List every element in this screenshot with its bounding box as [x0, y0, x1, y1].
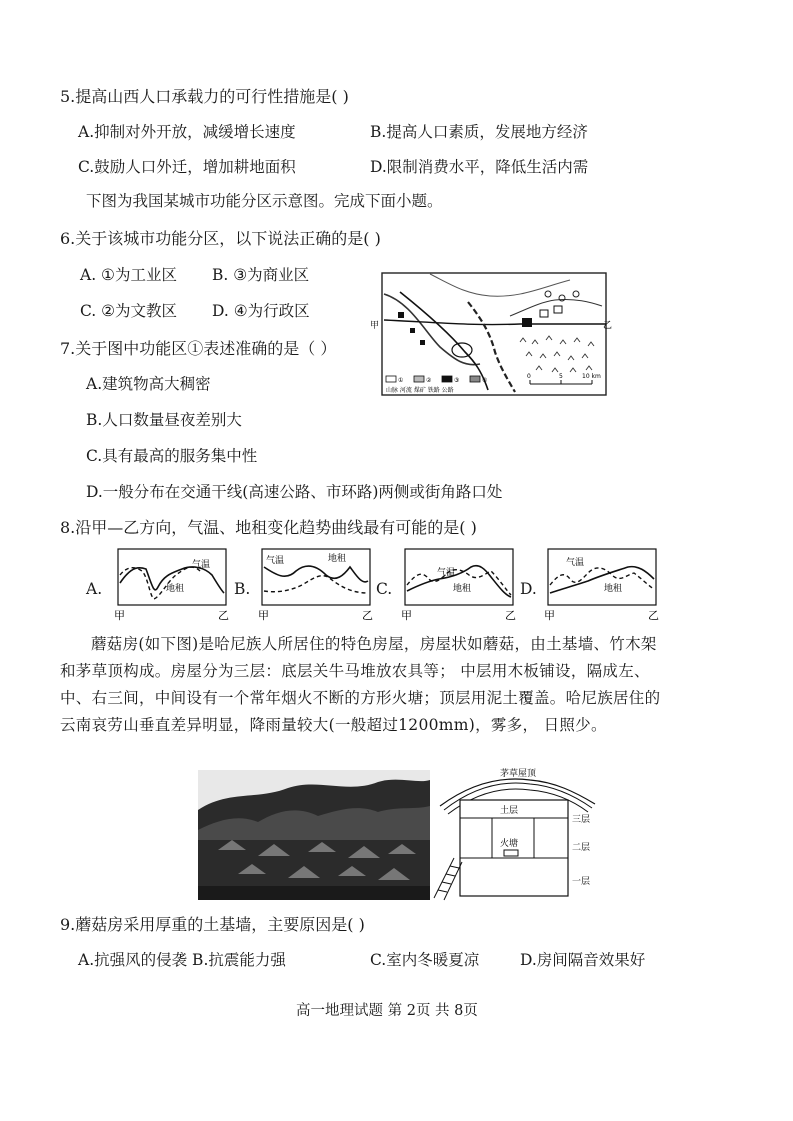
legend-num-2: ② — [426, 377, 432, 384]
temperature-curve — [550, 568, 654, 589]
scale-label-10: 10 km — [582, 373, 601, 380]
map-label-yi: 乙 — [603, 321, 612, 331]
floor-1-label: 一层 — [572, 877, 591, 887]
q7-option-c: C.具有最高的服务集中性 — [86, 447, 258, 465]
passage-mushroom-house: 蘑菇房(如下图)是哈尼族人所居住的特色房屋，房屋状如蘑菇，由土基墙、竹木架和茅草顶构成。房屋分为三层：底层关牛马堆放农具等； 中层用木板铺设，隔成左、中、右三间，中间设有一个常年烟火不断的方形火塘；顶层用泥土覆盖。哈尼族居住的云南哀劳山垂直差异明显，降雨量较大(一般超过1200mm)，雾多， 日照少。 — [60, 635, 661, 734]
chart-a-temp-label: 气温 — [192, 560, 211, 570]
zone-block — [410, 328, 415, 333]
legend-text: 山脉 河流 煤矿 铁路 公路 — [386, 387, 454, 394]
chart-c-start: 甲 — [401, 609, 412, 621]
chart-d-end: 乙 — [648, 609, 659, 621]
scale-label-0: 0 — [527, 373, 531, 380]
chart-c-rent-label: 地租 — [453, 584, 472, 594]
chart-c-temp-label: 气温 — [437, 568, 456, 578]
chart-d-start: 甲 — [544, 609, 555, 621]
fire-pit — [504, 850, 518, 856]
q6-option-a: A. ①为工业区 — [80, 266, 177, 284]
chart-b-rent-label: 地租 — [328, 554, 347, 564]
chart-d-temp-label: 气温 — [566, 558, 585, 568]
q8-chart-c — [399, 545, 519, 621]
chart-a-rent-label: 地租 — [166, 584, 185, 594]
legend-num-4: ④ — [482, 377, 488, 384]
q5-stem: 5.提高山西人口承载力的可行性措施是( ) — [60, 87, 349, 106]
mushroom-house-photo — [198, 770, 430, 900]
zone-block — [554, 306, 562, 313]
zone-block — [540, 310, 548, 317]
zone-block — [398, 312, 404, 318]
ladder — [434, 858, 462, 900]
rent-curve — [550, 567, 654, 593]
map-intro: 下图为我国某城市功能分区示意图。完成下面小题。 — [86, 192, 443, 210]
rent-curve — [264, 576, 368, 593]
page-footer: 高一地理试题 第 2页 共 8页 — [296, 1003, 478, 1019]
chart-c-end: 乙 — [505, 609, 516, 621]
q7-stem: 7.关于图中功能区①表述准确的是（ ） — [60, 339, 337, 358]
q6-option-d: D. ④为行政区 — [212, 302, 310, 320]
q7-option-a: A.建筑物高大稠密 — [86, 375, 211, 393]
q5-option-c: C.鼓励人口外迁，增加耕地面积 — [78, 158, 296, 176]
zone-block — [420, 340, 425, 345]
mushroom-house-diagram — [430, 766, 600, 902]
floor-2-label: 二层 — [572, 843, 591, 853]
chart-b-end: 乙 — [362, 609, 373, 621]
q7-option-d: D.一般分布在交通干线(高速公路、市环路)两侧或街角路口处 — [86, 483, 503, 501]
q5-option-b: B.提高人口素质，发展地方经济 — [370, 123, 588, 141]
q8-chart-d — [542, 545, 662, 621]
q6-option-b: B. ③为商业区 — [212, 266, 310, 284]
q9-option-d: D.房间隔音效果好 — [520, 951, 646, 969]
q9-stem: 9.蘑菇房采用厚重的土基墙，主要原因是( ) — [60, 915, 365, 934]
q6-stem: 6.关于该城市功能分区，以下说法正确的是( ) — [60, 229, 381, 248]
legend-num-1: ① — [398, 377, 404, 384]
roof-label: 茅草屋顶 — [500, 769, 537, 779]
q8-chart-c-letter: C. — [376, 580, 393, 598]
chart-a-start: 甲 — [114, 609, 125, 621]
q8-stem: 8.沿甲—乙方向，气温、地租变化趋势曲线最有可能的是( ) — [60, 518, 477, 537]
q8-chart-d-letter: D. — [520, 580, 537, 598]
map-label-jia: 甲 — [370, 321, 380, 331]
earth-layer-label: 土层 — [500, 806, 519, 816]
q5-option-a: A.抑制对外开放，减缓增长速度 — [78, 123, 296, 141]
chart-b-temp-label: 气温 — [266, 556, 285, 566]
chart-b-start: 甲 — [258, 609, 269, 621]
q8-chart-a-letter: A. — [86, 580, 103, 598]
floor-3-label: 三层 — [572, 815, 591, 825]
zone-block — [522, 318, 532, 327]
q5-option-d: D.限制消费水平，降低生活内需 — [370, 158, 589, 176]
q8-chart-b — [256, 545, 376, 621]
q8-chart-b-letter: B. — [234, 580, 251, 598]
chart-a-end: 乙 — [218, 609, 229, 621]
scale-label-5: 5 — [559, 373, 563, 380]
q6-option-c: C. ②为文教区 — [80, 302, 178, 320]
q8-charts — [84, 545, 674, 625]
city-function-map — [370, 272, 612, 400]
legend-num-3: ③ — [454, 377, 460, 384]
q8-chart-a — [112, 545, 232, 621]
q9-option-ab: A.抗强风的侵袭 B.抗震能力强 — [78, 951, 286, 969]
q9-option-c: C.室内冬暖夏凉 — [370, 951, 480, 969]
temperature-curve — [264, 566, 368, 582]
chart-d-rent-label: 地租 — [604, 584, 623, 594]
fire-pit-label: 火塘 — [500, 839, 519, 849]
q7-option-b: B.人口数量昼夜差别大 — [86, 411, 242, 429]
